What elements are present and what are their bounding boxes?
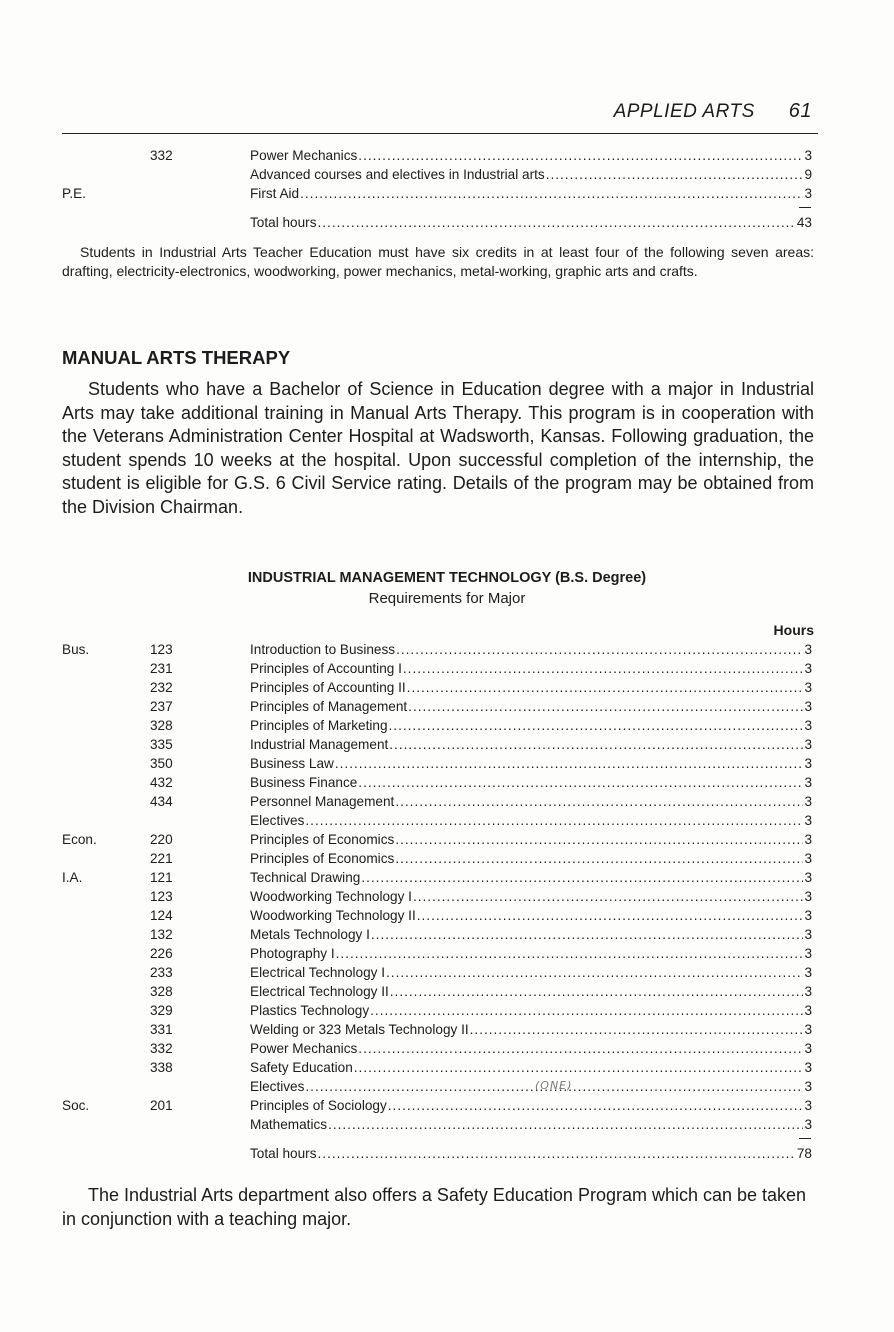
course-entry <box>250 165 812 184</box>
dept-code: Soc. <box>62 1098 90 1113</box>
table-row <box>0 1020 894 1039</box>
course-title: Business Law <box>250 756 334 771</box>
sum-rule <box>0 203 894 213</box>
course-entry <box>250 887 812 906</box>
course-title: Principles of Economics <box>250 851 395 866</box>
table-row <box>0 146 894 165</box>
dot-leader <box>358 1039 803 1058</box>
course-entry <box>250 697 812 716</box>
course-title: Introduction to Business <box>250 642 396 657</box>
course-title: Photography I <box>250 946 335 961</box>
course-number: 328 <box>150 984 173 999</box>
course-title: Principles of Marketing <box>250 718 388 733</box>
course-number: 123 <box>150 642 173 657</box>
table-row <box>0 1077 894 1096</box>
course-entry <box>250 773 812 792</box>
table-row <box>0 944 894 963</box>
course-hours: 3 <box>804 927 812 942</box>
dept-code: Bus. <box>62 642 90 657</box>
course-hours: 3 <box>804 775 812 790</box>
course-title: Technical Drawing <box>250 870 361 885</box>
dot-leader <box>328 1115 803 1134</box>
total-hours: 78 <box>796 1146 812 1161</box>
course-number: 233 <box>150 965 173 980</box>
course-hours: 9 <box>804 167 812 182</box>
course-hours: 3 <box>804 946 812 961</box>
course-hours: 3 <box>804 870 812 885</box>
course-title: Metals Technology I <box>250 927 370 942</box>
dot-leader <box>336 944 804 963</box>
course-title: First Aid <box>250 186 300 201</box>
course-title: Electives <box>250 1079 305 1094</box>
dot-leader <box>408 697 803 716</box>
table-row <box>0 830 894 849</box>
course-title: Electrical Technology II <box>250 984 389 999</box>
table-row <box>0 735 894 754</box>
course-title: Advanced courses and electives in Industrial arts <box>250 167 545 182</box>
table-row <box>0 678 894 697</box>
course-number: 123 <box>150 889 173 904</box>
table-subtitle: Requirements for Major <box>368 590 526 607</box>
dept-code: I.A. <box>62 870 83 885</box>
table-row <box>0 716 894 735</box>
course-entry <box>250 1096 812 1115</box>
course-entry <box>250 1039 812 1058</box>
course-hours: 3 <box>804 1041 812 1056</box>
course-hours: 3 <box>804 661 812 676</box>
table-row <box>0 963 894 982</box>
table-row <box>0 754 894 773</box>
course-number: 226 <box>150 946 173 961</box>
running-head <box>480 100 812 123</box>
dot-leader <box>396 640 803 659</box>
course-number: 434 <box>150 794 173 809</box>
course-hours: 3 <box>804 832 812 847</box>
course-hours: 3 <box>804 965 812 980</box>
running-head-title: APPLIED ARTS <box>613 101 755 122</box>
closing-paragraph: The Industrial Arts department also offers a Safety Education Program which can be taken in conjunction with a teaching major. <box>62 1185 807 1229</box>
table-row <box>0 773 894 792</box>
course-title: Business Finance <box>250 775 358 790</box>
dot-leader <box>470 1020 804 1039</box>
section-paragraph: Students who have a Bachelor of Science in Education degree with a major in Industrial Arts may take additional training in Manual Arts Therapy. This program is in cooperation with the Veterans Administration Center Hospital at Wadsworth, Kansas. Following graduation, the student spends 10 weeks at the hospital. Upon successful completion of the internship, the student is eligible for G.S. 6 Civil Service rating. Details of the program may be obtained from the Division Chairman. <box>62 379 814 517</box>
course-hours: 3 <box>804 1060 812 1075</box>
dot-leader <box>335 754 804 773</box>
course-title: Mathematics <box>250 1117 328 1132</box>
dot-leader <box>370 1001 803 1020</box>
course-hours: 3 <box>804 813 812 828</box>
course-entry <box>250 906 812 925</box>
dot-leader <box>358 146 803 165</box>
table-row <box>0 1115 894 1134</box>
table-row <box>0 849 894 868</box>
course-hours: 3 <box>804 1117 812 1132</box>
course-hours: 3 <box>804 1079 812 1094</box>
table-title: INDUSTRIAL MANAGEMENT TECHNOLOGY (B.S. Degree) <box>247 570 647 586</box>
dot-leader <box>403 659 804 678</box>
course-title: Principles of Sociology <box>250 1098 387 1113</box>
table-row <box>0 811 894 830</box>
course-entry <box>250 1077 812 1096</box>
course-entry <box>250 1058 812 1077</box>
hours-column-header: Hours <box>773 622 814 638</box>
dot-leader <box>388 1096 804 1115</box>
total-entry <box>250 213 812 232</box>
course-entry <box>250 735 812 754</box>
dot-leader <box>354 1058 804 1077</box>
course-hours: 3 <box>804 908 812 923</box>
requirements-table <box>0 640 894 1163</box>
dot-leader <box>318 1144 796 1163</box>
dot-leader <box>413 887 803 906</box>
course-number: 121 <box>150 870 173 885</box>
table-row <box>0 697 894 716</box>
table-row <box>0 925 894 944</box>
handwritten-annotation: (ONE) <box>535 1079 573 1092</box>
course-title: Plastics Technology <box>250 1003 370 1018</box>
dot-leader <box>395 792 803 811</box>
course-number: 231 <box>150 661 173 676</box>
course-number: 220 <box>150 832 173 847</box>
total-entry <box>250 1144 812 1163</box>
course-number: 350 <box>150 756 173 771</box>
course-entry <box>250 849 812 868</box>
course-number: 232 <box>150 680 173 695</box>
course-number: 332 <box>150 148 173 163</box>
dot-leader <box>389 735 803 754</box>
course-entry <box>250 716 812 735</box>
header-rule <box>62 133 818 134</box>
dept-code: Econ. <box>62 832 97 847</box>
table-row <box>0 868 894 887</box>
course-title: Safety Education <box>250 1060 353 1075</box>
course-entry <box>250 640 812 659</box>
course-entry <box>250 792 812 811</box>
course-title: Woodworking Technology I <box>250 889 412 904</box>
table-row <box>0 1001 894 1020</box>
course-title: Industrial Management <box>250 737 389 752</box>
table-row <box>0 887 894 906</box>
course-title: Principles of Management <box>250 699 408 714</box>
teacher-education-note: Students in Industrial Arts Teacher Education must have six credits in at least four of the following seven areas: drafting, electricity-electronics, woodworking, power mechanics, metal-working, graphic arts and crafts. <box>62 244 814 279</box>
course-title: Welding or 323 Metals Technology II <box>250 1022 469 1037</box>
sum-rule <box>0 1134 894 1144</box>
course-hours: 3 <box>804 737 812 752</box>
section-heading: MANUAL ARTS THERAPY <box>62 347 291 368</box>
course-entry <box>250 868 812 887</box>
course-title: Principles of Accounting II <box>250 680 406 695</box>
course-hours: 3 <box>804 186 812 201</box>
course-title: Power Mechanics <box>250 1041 358 1056</box>
course-number: 338 <box>150 1060 173 1075</box>
course-hours: 3 <box>804 1022 812 1037</box>
course-entry <box>250 811 812 830</box>
dot-leader <box>371 925 804 944</box>
course-hours: 3 <box>804 756 812 771</box>
course-hours: 3 <box>804 642 812 657</box>
table-row <box>0 1039 894 1058</box>
dot-leader <box>389 716 804 735</box>
course-title: Principles of Accounting I <box>250 661 402 676</box>
course-title: Personnel Management <box>250 794 395 809</box>
course-entry <box>250 830 812 849</box>
course-hours: 3 <box>804 851 812 866</box>
table-row <box>0 982 894 1001</box>
table-row <box>0 640 894 659</box>
course-title: Electrical Technology I <box>250 965 386 980</box>
course-hours: 3 <box>804 699 812 714</box>
course-entry <box>250 1115 812 1134</box>
course-title: Principles of Economics <box>250 832 395 847</box>
course-entry <box>250 1001 812 1020</box>
course-title: Woodworking Technology II <box>250 908 416 923</box>
course-hours: 3 <box>804 889 812 904</box>
course-entry <box>250 963 812 982</box>
course-entry <box>250 925 812 944</box>
table-row <box>0 906 894 925</box>
total-hours: 43 <box>796 215 812 230</box>
course-entry <box>250 982 812 1001</box>
dot-leader <box>395 849 803 868</box>
total-row <box>0 1144 894 1163</box>
total-label: Total hours <box>250 1146 317 1161</box>
total-label: Total hours <box>250 215 317 230</box>
dept-code: P.E. <box>62 186 86 201</box>
course-title: Electives <box>250 813 305 828</box>
course-hours: 3 <box>804 148 812 163</box>
course-number: 132 <box>150 927 173 942</box>
course-entry <box>250 944 812 963</box>
course-entry <box>250 754 812 773</box>
course-number: 432 <box>150 775 173 790</box>
course-entry <box>250 659 812 678</box>
course-hours: 3 <box>804 718 812 733</box>
course-hours: 3 <box>804 794 812 809</box>
course-number: 329 <box>150 1003 173 1018</box>
table-row <box>0 659 894 678</box>
dot-leader <box>318 213 796 232</box>
course-number: 124 <box>150 908 173 923</box>
table-row <box>0 165 894 184</box>
dot-leader <box>300 184 803 203</box>
table-row <box>0 792 894 811</box>
course-entry <box>250 146 812 165</box>
course-number: 237 <box>150 699 173 714</box>
course-entry <box>250 184 812 203</box>
table-row <box>0 184 894 203</box>
table-row <box>0 1058 894 1077</box>
course-entry <box>250 678 812 697</box>
dot-leader <box>417 906 804 925</box>
course-title: Power Mechanics <box>250 148 358 163</box>
dot-leader <box>546 165 804 184</box>
course-hours: 3 <box>804 1098 812 1113</box>
dot-leader <box>407 678 804 697</box>
dot-leader <box>395 830 803 849</box>
top-course-table <box>0 146 894 232</box>
table-row <box>0 1096 894 1115</box>
course-number: 335 <box>150 737 173 752</box>
course-hours: 3 <box>804 1003 812 1018</box>
dot-leader <box>305 811 803 830</box>
page-number: 61 <box>788 100 812 122</box>
course-entry <box>250 1020 812 1039</box>
course-number: 331 <box>150 1022 173 1037</box>
dot-leader <box>358 773 803 792</box>
course-number: 221 <box>150 851 173 866</box>
dot-leader <box>386 963 803 982</box>
course-number: 201 <box>150 1098 173 1113</box>
dot-leader <box>390 982 804 1001</box>
course-hours: 3 <box>804 680 812 695</box>
course-hours: 3 <box>804 984 812 999</box>
total-row <box>0 213 894 232</box>
course-number: 332 <box>150 1041 173 1056</box>
dot-leader <box>361 868 803 887</box>
course-number: 328 <box>150 718 173 733</box>
